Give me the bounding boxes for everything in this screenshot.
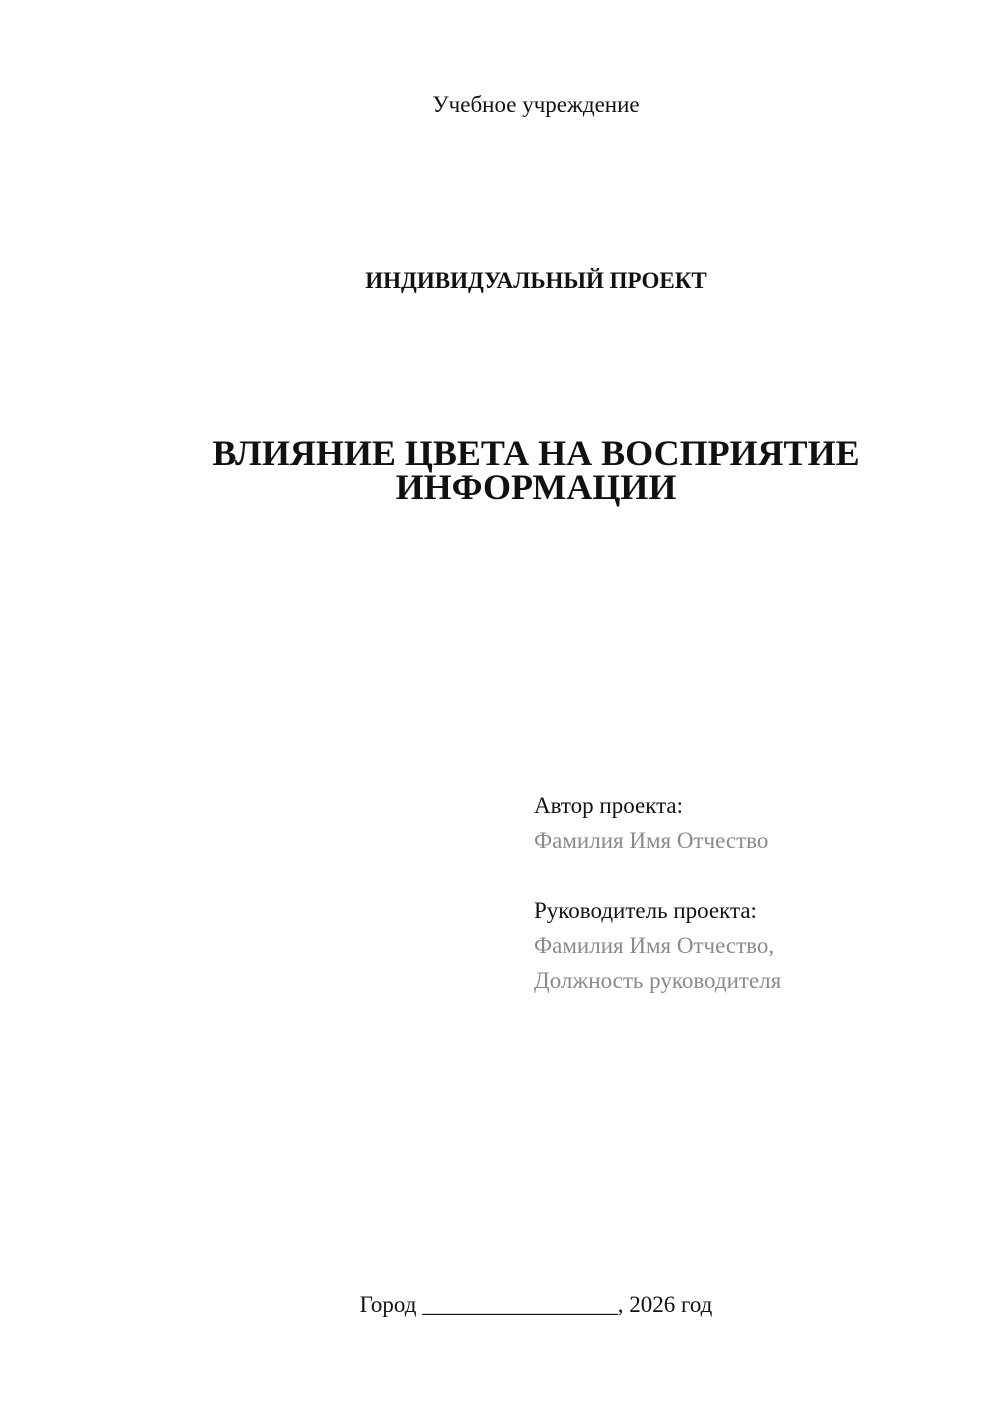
- document-type-heading: ИНДИВИДУАЛЬНЫЙ ПРОЕКТ: [365, 268, 707, 293]
- institution-name: Учебное учреждение: [432, 92, 640, 117]
- author-label: Автор проекта:: [534, 793, 683, 818]
- supervisor-position-placeholder: Должность руководителя: [534, 968, 782, 993]
- supervisor-name-placeholder: Фамилия Имя Отчество,: [534, 933, 775, 958]
- supervisor-label: Руководитель проекта:: [534, 898, 757, 923]
- topic-line-2: ИНФОРМАЦИИ: [395, 467, 677, 507]
- topic-line-1: ВЛИЯНИЕ ЦВЕТА НА ВОСПРИЯТИЕ: [212, 433, 860, 473]
- author-name-placeholder: Фамилия Имя Отчество: [534, 828, 769, 853]
- project-topic-title: [0, 433, 1000, 507]
- project-credits: [534, 788, 974, 998]
- credits-spacer: [534, 858, 974, 893]
- city-year-line: Город _________________, 2026 год: [359, 1292, 713, 1317]
